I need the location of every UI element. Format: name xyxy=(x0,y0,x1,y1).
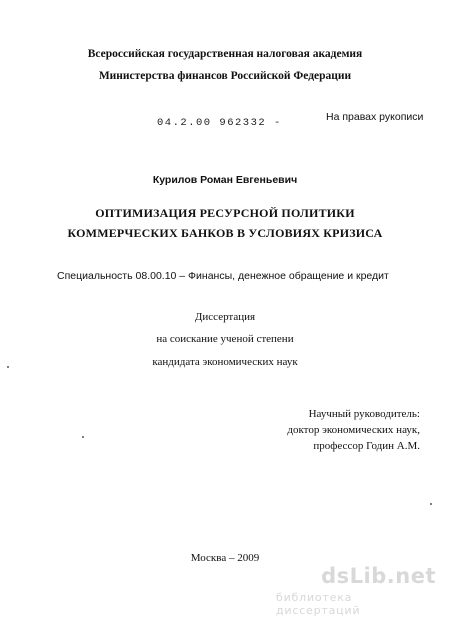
degree-line-2: на соискание ученой степени xyxy=(156,333,294,345)
degree-line-1: Диссертация xyxy=(194,311,256,323)
scan-speck xyxy=(7,366,9,368)
watermark-subtitle: библиотека диссертаций xyxy=(276,591,361,617)
title-line-2: КОММЕРЧЕСКИХ БАНКОВ В УСЛОВИЯХ КРИЗИСА xyxy=(67,226,383,240)
supervisor-name: профессор Годин А.М. xyxy=(313,440,420,452)
watermark xyxy=(276,564,436,617)
scan-speck xyxy=(430,503,432,505)
degree-line-3: кандидата экономических наук xyxy=(152,356,298,368)
rights-note: На правах рукописи xyxy=(326,111,424,123)
author-name: Курилов Роман Евгеньевич xyxy=(152,174,298,186)
specialty-line: Специальность 08.00.10 – Финансы, денежное обращение и кредит xyxy=(57,270,389,282)
supervisor-label: Научный руководитель: xyxy=(308,408,420,420)
institution-line-1: Всероссийская государственная налоговая академия xyxy=(87,48,363,60)
stamp-number: 04.2.00 962332 - xyxy=(157,117,282,129)
watermark-logo: dsLib.net xyxy=(321,564,436,588)
city-year: Москва – 2009 xyxy=(190,552,260,564)
institution-line-2: Министерства финансов Российской Федерации xyxy=(98,70,352,82)
supervisor-degree: доктор экономических наук, xyxy=(287,424,420,436)
scan-speck xyxy=(82,436,84,438)
title-line-1: ОПТИМИЗАЦИЯ РЕСУРСНОЙ ПОЛИТИКИ xyxy=(95,206,355,220)
